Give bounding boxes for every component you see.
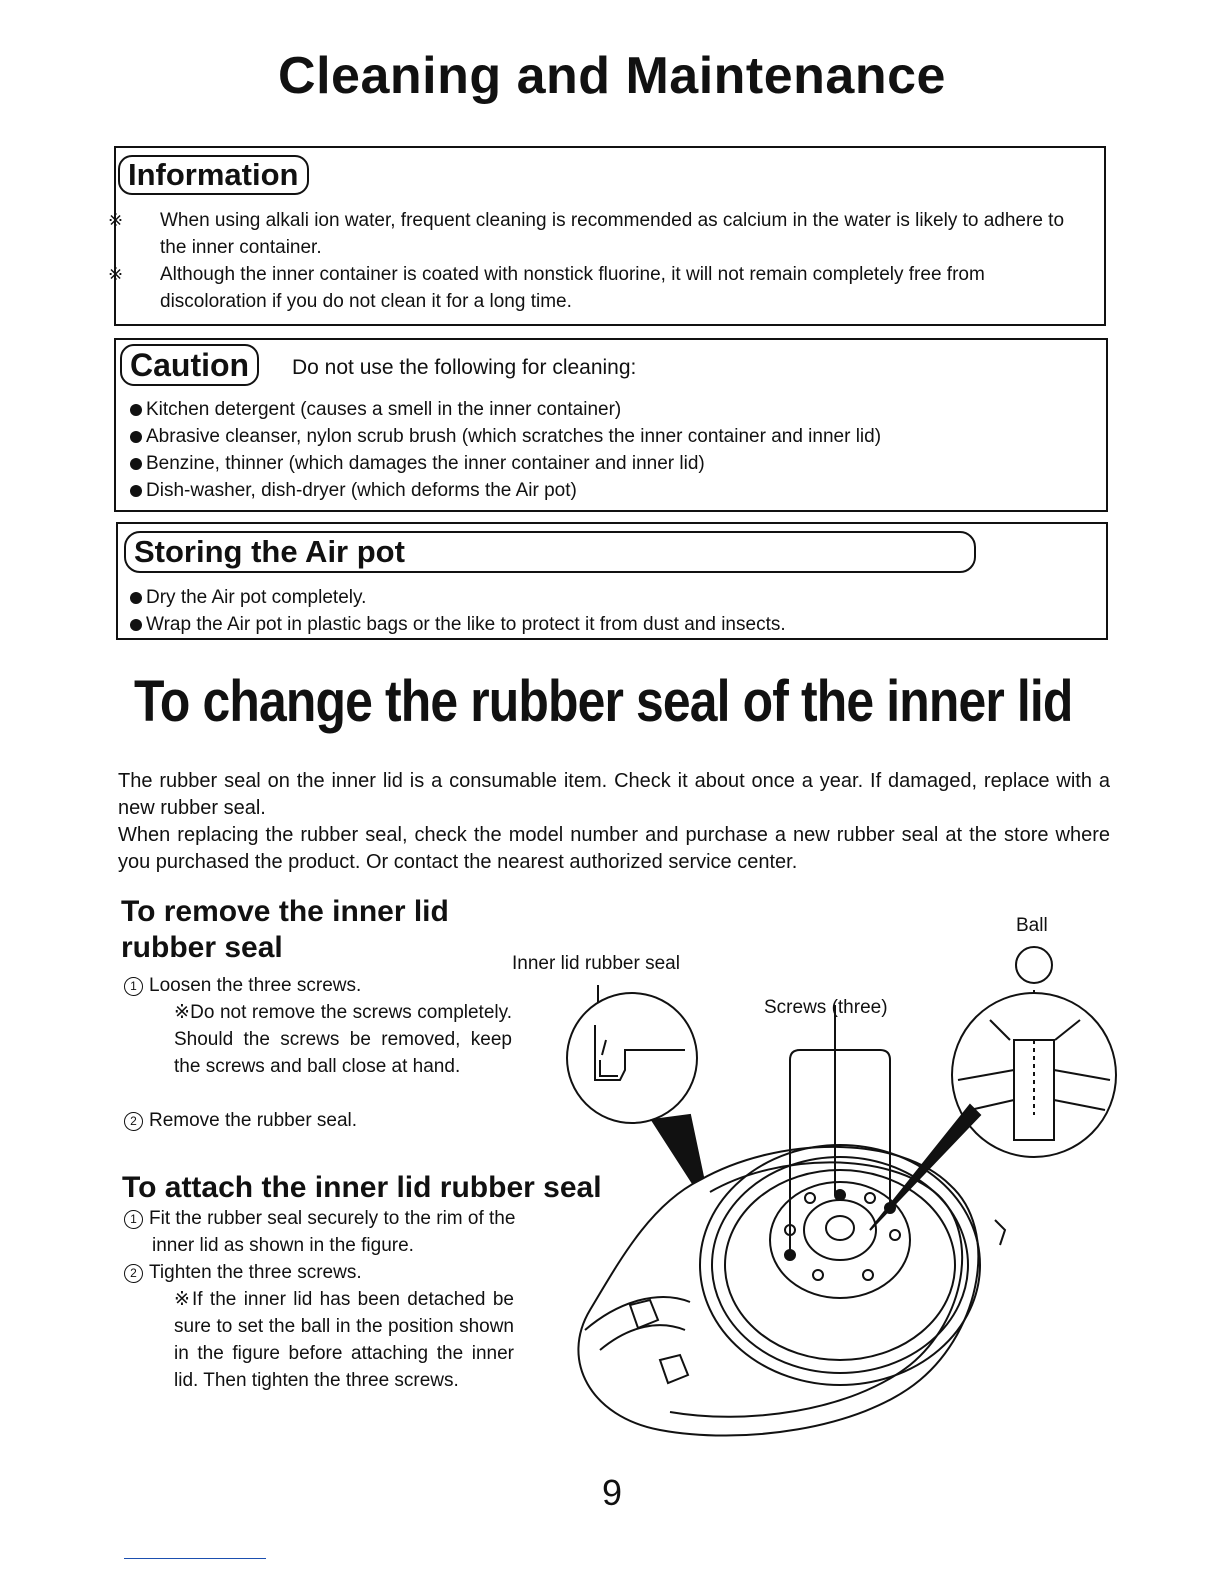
bullet-icon xyxy=(130,458,142,470)
remove-step-2: 2 Remove the rubber seal. xyxy=(124,1107,357,1134)
storing-item: Dry the Air pot completely. xyxy=(130,584,1090,611)
intro-paragraph: When replacing the rubber seal, check the model number and purchase a new rubber seal at the store where you purchased the product. Or contact the nearest authorized service center. xyxy=(118,824,1110,873)
information-note-text: When using alkali ion water, frequent cleaning is recommended as calcium in the water is likely to adhere to the inner container. xyxy=(160,210,1065,258)
bottom-rule xyxy=(124,1558,266,1559)
caution-label: Caution xyxy=(120,344,259,386)
storing-label: Storing the Air pot xyxy=(124,531,976,573)
label-inner-lid-rubber-seal: Inner lid rubber seal xyxy=(512,953,680,974)
storing-list xyxy=(130,584,1090,638)
attach-step-2: 2 Tighten the three screws. xyxy=(124,1259,362,1286)
inner-lid-illustration xyxy=(540,930,1120,1460)
section-intro xyxy=(118,768,1110,876)
information-notes xyxy=(108,207,1084,315)
step-number-icon: 1 xyxy=(124,1210,143,1229)
ball-detail-circle xyxy=(952,993,1116,1157)
label-ball: Ball xyxy=(1016,915,1048,936)
bullet-icon xyxy=(130,485,142,497)
attach-step-2-note: ※If the inner lid has been detached be sure to set the ball in the position shown in the figure before attaching the inner lid. Then tighten the three screws. xyxy=(174,1289,514,1391)
reference-mark-icon: ※ xyxy=(108,210,124,230)
intro-paragraph: The rubber seal on the inner lid is a consumable item. Check it about once a year. If damaged, replace with a new rubber seal. xyxy=(118,770,1110,819)
caution-item: Kitchen detergent (causes a smell in the inner container) xyxy=(130,396,1090,423)
lid-body xyxy=(578,1145,1005,1436)
step-number-icon: 2 xyxy=(124,1112,143,1131)
ball-icon xyxy=(1016,947,1052,983)
caution-item: Benzine, thinner (which damages the inner container and inner lid) xyxy=(130,450,1090,477)
caution-intro: Do not use the following for cleaning: xyxy=(292,356,637,379)
reference-mark-icon: ※ xyxy=(108,264,124,284)
storing-item: Wrap the Air pot in plastic bags or the like to protect it from dust and insects. xyxy=(130,611,1090,638)
section-heading: To change the rubber seal of the inner lid xyxy=(134,669,1073,734)
bullet-icon xyxy=(130,619,142,631)
bullet-icon xyxy=(130,431,142,443)
bullet-icon xyxy=(130,592,142,604)
remove-step-1-note: ※Do not remove the screws completely. Should the screws be removed, keep the screws and ball close at hand. xyxy=(174,1002,512,1077)
caution-item: Dish-washer, dish-dryer (which deforms the Air pot) xyxy=(130,477,1090,504)
bullet-icon xyxy=(130,404,142,416)
seal-detail-circle xyxy=(567,993,697,1123)
information-note xyxy=(108,207,1084,261)
step-number-icon: 1 xyxy=(124,977,143,996)
information-note-text: Although the inner container is coated with nonstick fluorine, it will not remain completely free from discoloration if you do not clean it for a long time. xyxy=(160,264,985,312)
page-title: Cleaning and Maintenance xyxy=(278,47,946,105)
label-screws: Screws (three) xyxy=(764,997,888,1018)
attach-heading: To attach the inner lid rubber seal xyxy=(122,1171,602,1204)
caution-list xyxy=(130,396,1090,504)
caution-item: Abrasive cleanser, nylon scrub brush (which scratches the inner container and inner lid) xyxy=(130,423,1090,450)
remove-step-1: 1 Loosen the three screws. xyxy=(124,972,361,999)
remove-heading: To remove the inner lid rubber seal xyxy=(121,895,449,964)
attach-step-1: 1 Fit the rubber seal securely to the rim of the inner lid as shown in the figure. xyxy=(124,1205,519,1259)
information-label: Information xyxy=(118,155,309,195)
step-number-icon: 2 xyxy=(124,1264,143,1283)
page-number: 9 xyxy=(601,1472,623,1513)
information-note xyxy=(108,261,1084,315)
